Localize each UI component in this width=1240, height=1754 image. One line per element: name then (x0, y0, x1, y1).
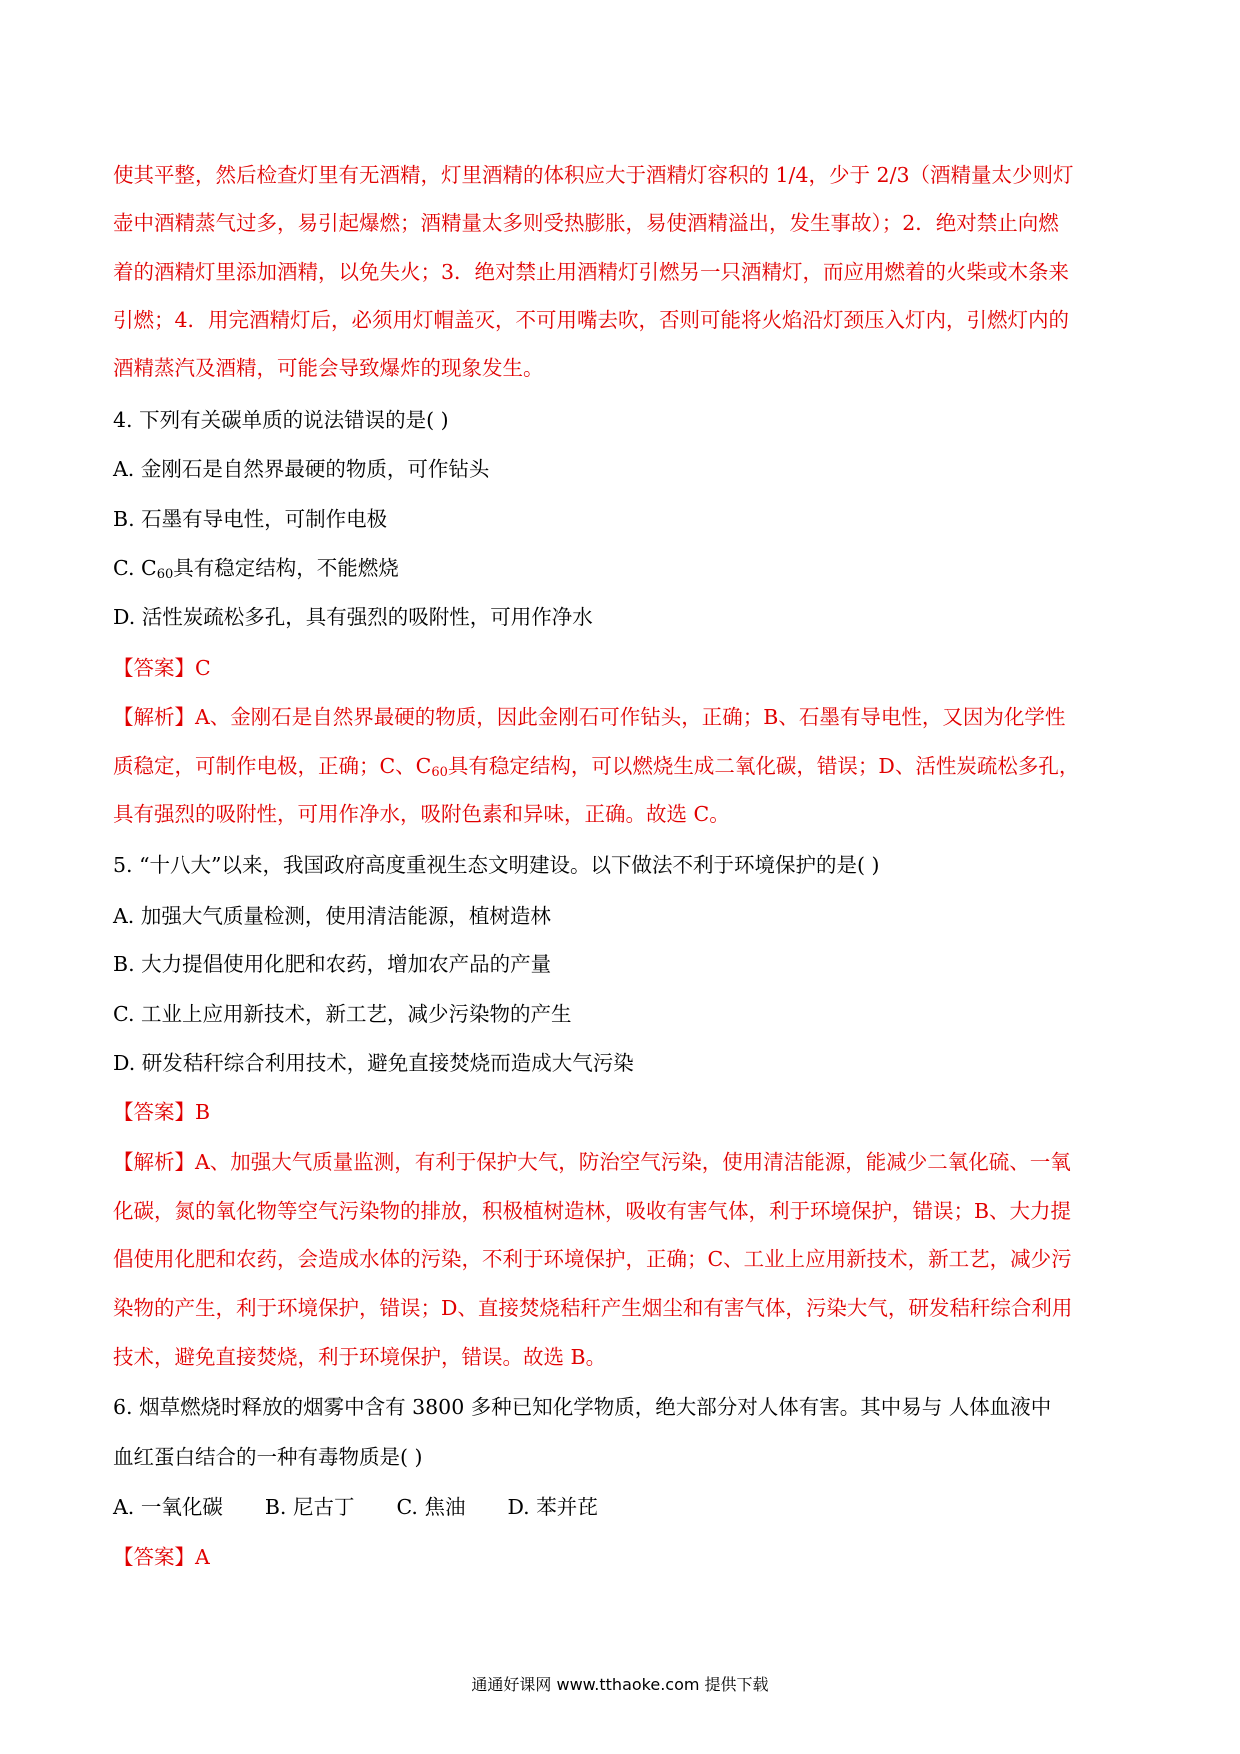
q4-option-c-subscript: 60 (156, 567, 174, 582)
q4-option-a: A. 金刚石是自然界最硬的物质，可作钻头 (113, 457, 490, 481)
q4-answer: 【答案】C (113, 656, 211, 680)
q4-option-c (113, 554, 1133, 589)
q6-options-row (113, 1493, 1133, 1521)
q6-option-c: C. 焦油 (396, 1495, 466, 1519)
q4-option-c-text: 具有稳定结构，不能燃烧 (173, 556, 399, 580)
q4-explanation-text: 具有稳定结构，可以燃烧生成二氧化碳，错误；D、活性炭疏松多孔， (447, 754, 1080, 778)
q5-explanation-line-1: 【解析】A、加强大气质量监测，有利于保护大气，防治空气污染，使用清洁能源，能减少二氧化硫、一氧 (113, 1150, 1071, 1174)
q4-option-b: B. 石墨有导电性，可制作电极 (113, 507, 388, 531)
q5-explanation-line-4: 染物的产生，利于环境保护，错误；D、直接焚烧秸秆产生烟尘和有害气体，污染大气，研发秸秆综合利用 (113, 1296, 1073, 1320)
q5-option-c: C. 工业上应用新技术，新工艺，减少污染物的产生 (113, 1002, 572, 1026)
q6-stem-line-1: 6. 烟草燃烧时释放的烟雾中含有 3800 多种已知化学物质，绝大部分对人体有害。其中易与 人体血液中 (113, 1395, 1052, 1419)
q4-explanation-line-1: 【解析】A、金刚石是自然界最硬的物质，因此金刚石可作钻头，正确；B、石墨有导电性，又因为化学性 (113, 705, 1066, 729)
q6-answer: 【答案】A (113, 1545, 210, 1569)
q4-option-d: D. 活性炭疏松多孔，具有强烈的吸附性，可用作净水 (113, 605, 593, 629)
q5-explanation-line-3: 倡使用化肥和农药，会造成水体的污染，不利于环境保护，正确；C、工业上应用新技术，新工艺，减少污 (113, 1247, 1072, 1271)
q4-explanation-subscript: 60 (431, 765, 448, 780)
footer-source: 通通好课网 www.tthaoke.com 提供下载 (471, 1675, 769, 1694)
q5-explanation-line-2: 化碳，氮的氧化物等空气污染物的排放，积极植树造林，吸收有害气体，利于环境保护，错误；B、大力提 (113, 1199, 1072, 1223)
q4-option-c-prefix: C. C (113, 556, 157, 580)
q5-explanation-line-5: 技术，避免直接焚烧，利于环境保护，错误。故选 B。 (113, 1345, 607, 1369)
q4-explanation-line-3: 具有强烈的吸附性，可用作净水，吸附色素和异味，正确。故选 C。 (113, 802, 730, 826)
q5-option-b: B. 大力提倡使用化肥和农药，增加农产品的产量 (113, 952, 552, 976)
q4-explanation-line-2 (113, 752, 1133, 787)
prev-explanation-line-1: 使其平整，然后检查灯里有无酒精，灯里酒精的体积应大于酒精灯容积的 1/4，少于 2/3（酒精量太少则灯 (113, 163, 1074, 187)
q4-explanation-prefix: 质稳定，可制作电极，正确；C、C (113, 754, 432, 778)
prev-explanation-line-2: 壶中酒精蒸气过多，易引起爆燃；酒精量太多则受热膨胀，易使酒精溢出，发生事故）；2．绝对禁止向燃 (113, 211, 1059, 235)
prev-explanation-line-5: 酒精蒸汽及酒精，可能会导致爆炸的现象发生。 (113, 356, 544, 380)
q5-option-a: A. 加强大气质量检测，使用清洁能源，植树造林 (113, 904, 551, 928)
q5-stem: 5. “十八大”以来，我国政府高度重视生态文明建设。以下做法不利于环境保护的是( ) (113, 853, 880, 877)
prev-explanation-line-3: 着的酒精灯里添加酒精，以免失火；3．绝对禁止用酒精灯引燃另一只酒精灯，而应用燃着的火柴或木条来 (113, 260, 1070, 284)
prev-explanation-line-4: 引燃；4．用完酒精灯后，必须用灯帽盖灭，不可用嘴去吹，否则可能将火焰沿灯颈压入灯内，引燃灯内的 (113, 308, 1070, 332)
q5-option-d: D. 研发秸秆综合利用技术，避免直接焚烧而造成大气污染 (113, 1051, 634, 1075)
q6-option-d: D. 苯并芘 (507, 1495, 598, 1519)
q6-option-a: A. 一氧化碳 (113, 1495, 223, 1519)
q6-stem-line-2: 血红蛋白结合的一种有毒物质是( ) (113, 1445, 423, 1469)
q4-stem: 4. 下列有关碳单质的说法错误的是( ) (113, 408, 449, 432)
q6-option-b: B. 尼古丁 (264, 1495, 355, 1519)
q5-answer: 【答案】B (113, 1100, 211, 1124)
